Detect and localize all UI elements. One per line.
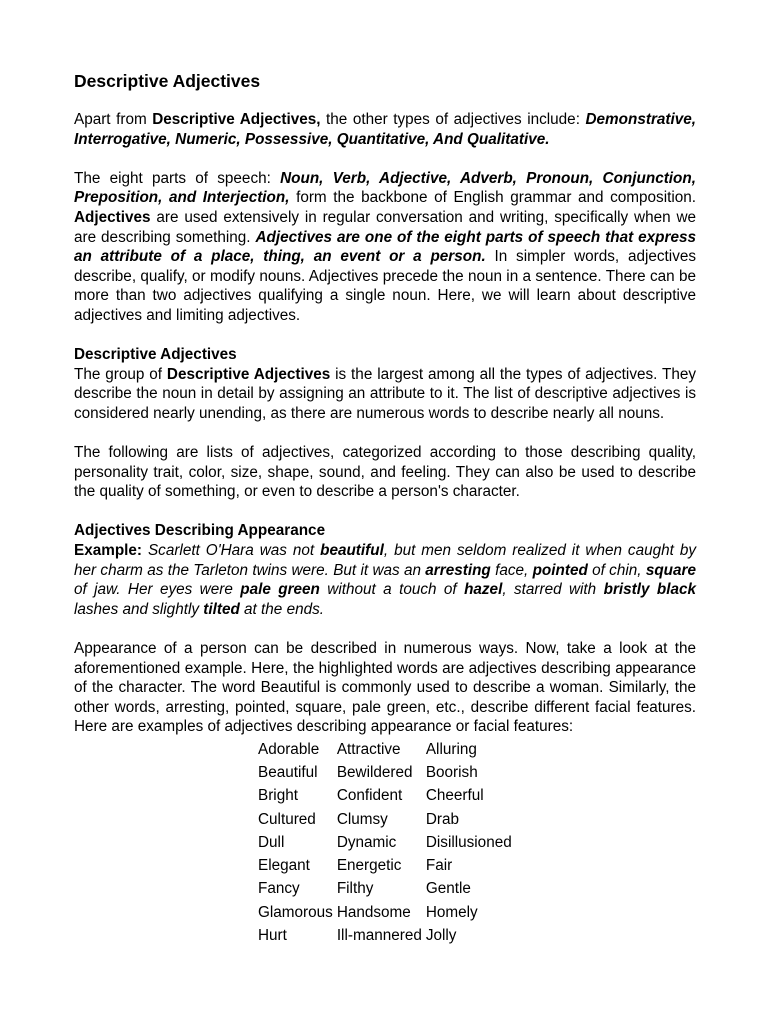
text-run: is the largest among all the types of adjectives. They describe the noun in detail by assigning an attribute to it. The list of descriptive adjectives is considered nearly unending, as there are numerous words to describe nearly all nouns.: [74, 365, 696, 422]
bold-italic-run: Adjectives are one of the eight parts of speech that express an attribute of a place, thing, an event or a person.: [74, 228, 696, 266]
word-cell: Bewildered: [336, 763, 413, 781]
highlight-word: hazel: [464, 581, 503, 599]
bold-run: Descriptive Adjectives: [166, 365, 331, 383]
example-label: Example:: [74, 542, 143, 560]
example-paragraph: [74, 541, 696, 619]
table-row: [258, 785, 516, 808]
word-cell: Cultured: [258, 810, 316, 828]
text-run: In simpler words, adjectives describe, qualify, or modify nouns. Adjectives precede the noun in a sentence. There can be more than two adjectives qualifying a single noun. Here, we will learn about descriptive adjectives and limiting adjectives.: [74, 248, 696, 324]
word-cell: Adorable: [258, 740, 320, 758]
table-row: [258, 854, 516, 877]
word-cell: Drab: [425, 810, 459, 828]
text-run: without a touch of: [319, 581, 465, 599]
intro-paragraph: [74, 110, 696, 149]
word-cell: Dynamic: [336, 833, 397, 851]
bold-run: Adjectives: [74, 208, 151, 226]
word-cell: Disillusioned: [425, 833, 512, 851]
text-run: are used extensively in regular conversation and writing, specifically when we are describing something.: [74, 208, 696, 246]
text-run: The group of: [74, 365, 167, 383]
word-cell: Dull: [258, 833, 285, 851]
table-row: [258, 761, 516, 784]
page-title: Descriptive Adjectives: [74, 71, 261, 91]
parts-of-speech-paragraph: [74, 169, 696, 326]
word-cell: Hurt: [258, 927, 287, 945]
text-run: , but men seldom realized it when caught by her charm as the Tarleton twins were. But it was an: [74, 542, 696, 579]
word-cell: Fair: [425, 857, 453, 875]
word-cell: Boorish: [425, 763, 478, 781]
word-cell: Handsome: [336, 903, 411, 921]
text-run: , starred with: [502, 581, 604, 599]
text-run: The eight parts of speech:: [74, 169, 281, 187]
text-run: at the ends.: [239, 600, 324, 618]
word-cell: Gentle: [425, 880, 471, 898]
descriptive-paragraph: [74, 365, 696, 424]
text-run: form the backbone of English grammar and composition.: [289, 189, 697, 207]
text-run: of jaw. Her eyes were: [74, 581, 241, 599]
text-run: lashes and slightly: [74, 600, 204, 618]
table-row: [258, 901, 516, 924]
table-row: [258, 924, 516, 947]
word-cell: Confident: [336, 787, 403, 805]
word-cell: Fancy: [258, 880, 300, 898]
text-run: the other types of adjectives include:: [320, 111, 586, 128]
word-cell: Clumsy: [336, 810, 388, 828]
word-cell: Energetic: [336, 857, 402, 875]
highlight-word: arresting: [425, 561, 491, 579]
highlight-word: pointed: [532, 561, 588, 579]
section-heading-descriptive: Descriptive Adjectives: [74, 346, 237, 364]
text-run: of chin,: [587, 561, 646, 579]
word-cell: Beautiful: [258, 763, 318, 781]
word-cell: Filthy: [336, 880, 374, 898]
adjective-word-table: [258, 738, 516, 948]
text-run: Apart from: [74, 111, 153, 128]
highlight-word: square: [645, 561, 696, 579]
document-page: [74, 70, 696, 948]
word-cell: Cheerful: [425, 787, 484, 805]
table-row: [258, 808, 516, 831]
text-run: face,: [490, 561, 533, 579]
bold-italic-run: Demonstrative, Interrogative, Numeric, Possessive, Quantitative, And Qualitative.: [74, 111, 697, 148]
bold-run: Descriptive Adjectives,: [152, 111, 321, 128]
highlight-word: tilted: [203, 600, 240, 618]
word-cell: Jolly: [425, 927, 457, 945]
table-row: [258, 831, 516, 854]
appearance-paragraph: Appearance of a person can be described in numerous ways. Now, take a look at the aforementioned example. Here, the highlighted words are adjectives describing appearance of the character. The word Beautiful is commonly used to describe a woman. Similarly, the other words, arresting, pointed, square, pale green, etc., describe different facial features. Here are examples of adjectives describing appearance or facial features:: [74, 640, 696, 736]
section-heading-appearance: Adjectives Describing Appearance: [74, 522, 326, 540]
table-row: [258, 738, 516, 761]
word-cell: Glamorous: [258, 903, 333, 921]
word-cell: Alluring: [425, 740, 477, 758]
word-cell: Ill-mannered: [336, 927, 422, 945]
bold-italic-run: Noun, Verb, Adjective, Adverb, Pronoun, Conjunction, Preposition, and Interjection,: [74, 169, 696, 207]
word-cell: Elegant: [258, 857, 310, 875]
word-cell: Attractive: [336, 740, 401, 758]
lists-paragraph: The following are lists of adjectives, categorized according to those describing quality, personality trait, color, size, shape, sound, and feeling. They can also be used to describe the quality of something, or even to describe a person's character.: [74, 444, 696, 501]
word-cell: Homely: [425, 903, 478, 921]
text-run: Scarlett O'Hara was not: [142, 542, 321, 560]
highlight-word: bristly black: [603, 581, 697, 599]
highlight-word: beautiful: [320, 542, 384, 560]
highlight-word: pale green: [240, 581, 320, 599]
word-cell: Bright: [258, 787, 298, 805]
table-row: [258, 878, 516, 901]
